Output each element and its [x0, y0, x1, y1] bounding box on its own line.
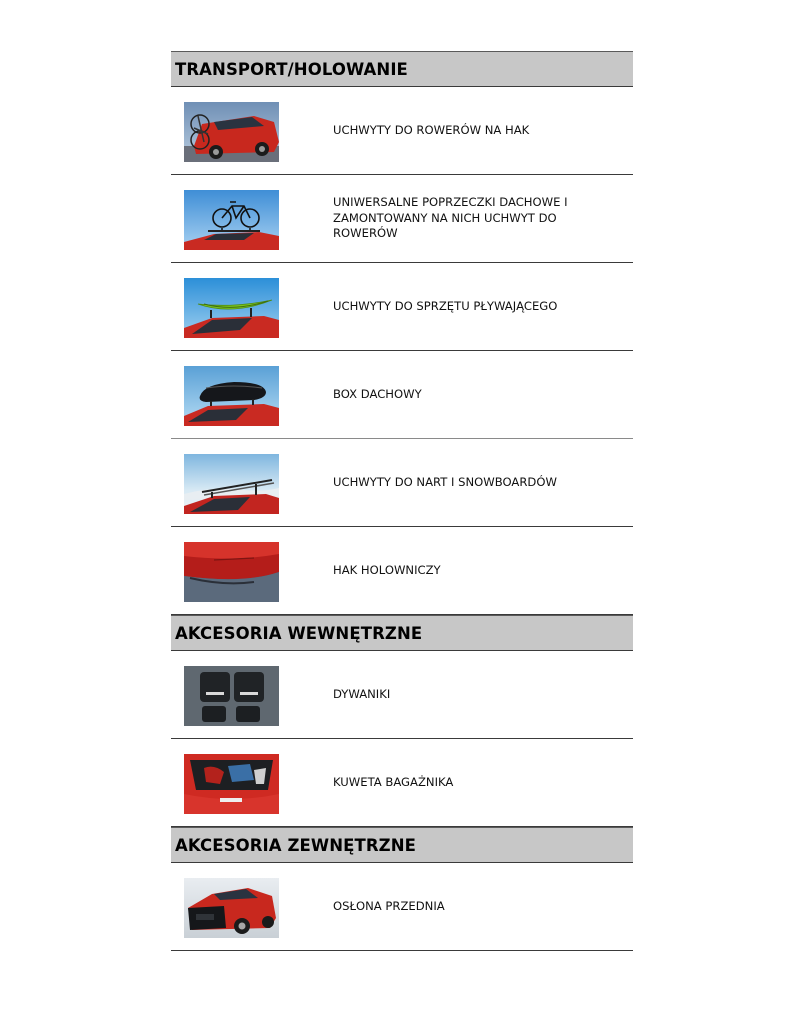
- list-item: [171, 439, 633, 527]
- item-label: HAK HOLOWNICZY: [333, 562, 441, 577]
- item-label: UCHWYTY DO NART I SNOWBOARDÓW: [333, 474, 557, 489]
- kayak-carrier-photo: [184, 278, 279, 338]
- accessories-document: [171, 51, 633, 951]
- section-header-exterior: AKCESORIA ZEWNĘTRZNE: [171, 827, 633, 863]
- roof-bike-carrier-photo: [184, 190, 279, 250]
- floor-mats-photo: [184, 666, 279, 726]
- rear-bike-rack-photo: [184, 102, 279, 162]
- roof-box-photo: [184, 366, 279, 426]
- list-item: [171, 87, 633, 175]
- item-label: BOX DACHOWY: [333, 386, 422, 401]
- item-label: KUWETA BAGAŻNIKA: [333, 774, 454, 789]
- item-label: UCHWYTY DO SPRZĘTU PŁYWAJĄCEGO: [333, 298, 558, 313]
- list-item: [171, 175, 633, 263]
- item-label: UCHWYTY DO ROWERÓW NA HAK: [333, 122, 530, 137]
- tow-hitch-photo: [184, 542, 279, 602]
- list-item: [171, 651, 633, 739]
- ski-carrier-photo: [184, 454, 279, 514]
- list-item: [171, 739, 633, 827]
- item-label: DYWANIKI: [333, 686, 391, 701]
- list-item: [171, 863, 633, 951]
- front-end-cover-photo: [184, 878, 279, 938]
- trunk-tray-photo: [184, 754, 279, 814]
- section-header-transport: TRANSPORT/HOLOWANIE: [171, 51, 633, 87]
- item-label: UNIWERSALNE POPRZECZKI DACHOWE I ZAMONTOWANY NA NICH UCHWYT DO ROWERÓW: [333, 195, 568, 241]
- section-header-interior: AKCESORIA WEWNĘTRZNE: [171, 615, 633, 651]
- list-item: [171, 351, 633, 439]
- list-item: [171, 527, 633, 615]
- list-item: [171, 263, 633, 351]
- item-label: OSŁONA PRZEDNIA: [333, 898, 445, 913]
